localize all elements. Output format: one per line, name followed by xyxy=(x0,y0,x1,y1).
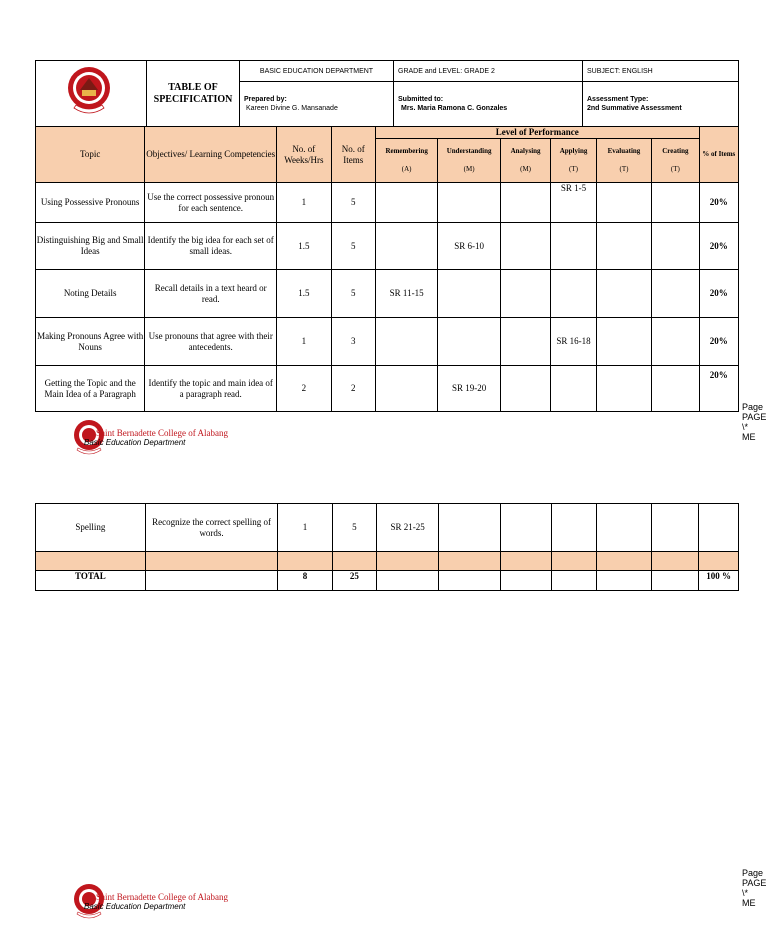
row-remembering xyxy=(375,223,437,270)
row-evaluating xyxy=(596,318,651,366)
row-evaluating xyxy=(596,183,651,223)
total-items: 25 xyxy=(332,571,376,591)
row-analysing xyxy=(500,270,550,318)
page-title: TABLE OF SPECIFICATION xyxy=(147,61,240,127)
row-applying xyxy=(551,270,597,318)
row-remembering xyxy=(375,183,437,223)
row-remembering xyxy=(375,366,437,412)
col-items: No. of Items xyxy=(331,127,375,183)
total-weeks: 8 xyxy=(278,571,332,591)
specification-table-continued xyxy=(35,503,739,591)
col-creating: Creating (T) xyxy=(652,139,699,183)
row-objective: Use pronouns that agree with their antecedents. xyxy=(145,318,277,366)
row-analysing xyxy=(500,183,550,223)
grade-level-cell: GRADE and LEVEL: GRADE 2 xyxy=(394,61,583,82)
row-weeks: 1 xyxy=(278,504,332,552)
prepared-by-name: Kareen Divine G. Mansanade xyxy=(246,105,338,112)
row-applying xyxy=(551,223,597,270)
specification-table xyxy=(35,126,739,412)
spacer-row xyxy=(36,552,739,571)
row-objective: Identify the big idea for each set of small ideas. xyxy=(145,223,277,270)
prepared-by-cell xyxy=(240,82,394,127)
row-creating xyxy=(652,270,699,318)
submitted-to-name: Mrs. Maria Ramona C. Gonzales xyxy=(401,105,508,112)
row-creating xyxy=(652,366,699,412)
row-topic: Getting the Topic and the Main Idea of a Paragraph xyxy=(36,366,145,412)
col-evaluating: Evaluating (T) xyxy=(596,139,651,183)
page-number-field: Page PAGE \* ME xyxy=(742,868,767,908)
header-table xyxy=(35,60,739,127)
footer-department: Basic Education Department xyxy=(84,902,186,911)
row-weeks: 2 xyxy=(277,366,332,412)
row-percent: 20% xyxy=(699,183,738,223)
row-analysing xyxy=(500,223,550,270)
total-percent: 100 % xyxy=(699,571,739,591)
row-understanding xyxy=(438,270,501,318)
row-percent: 20% xyxy=(699,366,738,412)
subject-cell: SUBJECT: ENGLISH xyxy=(583,61,739,82)
assessment-cell xyxy=(583,82,739,127)
row-items: 5 xyxy=(332,504,376,552)
row-percent: 20% xyxy=(699,270,738,318)
page-number-field: Page PAGE \* ME xyxy=(742,402,767,442)
footer-department: Basic Education Department xyxy=(84,438,186,447)
col-topic: Topic xyxy=(36,127,145,183)
row-remembering: SR 21-25 xyxy=(377,504,439,552)
row-applying: SR 1-5 xyxy=(551,183,597,223)
col-objectives xyxy=(145,127,277,183)
row-analysing xyxy=(501,504,551,552)
row-items: 2 xyxy=(331,366,375,412)
row-items: 5 xyxy=(331,223,375,270)
row-items: 3 xyxy=(331,318,375,366)
row-objective: Identify the topic and main idea of a paragraph read. xyxy=(145,366,277,412)
assessment-type: 2nd Summative Assessment xyxy=(587,105,682,112)
row-applying xyxy=(551,366,597,412)
col-objectives-label: Objectives/ Learning Competencies xyxy=(146,149,276,159)
row-topic: Noting Details xyxy=(36,270,145,318)
row-weeks: 1 xyxy=(277,183,332,223)
table-row xyxy=(36,183,739,223)
footer-college-name: Saint Bernadette College of Alabang xyxy=(96,428,228,438)
row-evaluating xyxy=(596,504,651,552)
row-percent: 20% xyxy=(699,318,738,366)
assessment-label: Assessment Type: xyxy=(587,96,649,103)
table-row xyxy=(36,318,739,366)
col-weeks: No. of Weeks/Hrs xyxy=(277,127,332,183)
row-evaluating xyxy=(596,366,651,412)
row-remembering: SR 11-15 xyxy=(375,270,437,318)
row-weeks: 1.5 xyxy=(277,270,332,318)
table-row xyxy=(36,223,739,270)
row-understanding: SR 19-20 xyxy=(438,366,501,412)
row-understanding xyxy=(438,318,501,366)
logo-cell xyxy=(36,61,147,127)
row-items: 5 xyxy=(331,270,375,318)
row-applying xyxy=(551,504,596,552)
col-applying: Applying (T) xyxy=(551,139,597,183)
row-evaluating xyxy=(596,223,651,270)
total-label: TOTAL xyxy=(36,571,146,591)
row-analysing xyxy=(500,366,550,412)
row-remembering xyxy=(375,318,437,366)
row-weeks: 1 xyxy=(277,318,332,366)
col-percent: % of Items xyxy=(699,127,738,183)
row-applying: SR 16-18 xyxy=(551,318,597,366)
submitted-to-label: Submitted to: xyxy=(398,96,444,103)
row-weeks: 1.5 xyxy=(277,223,332,270)
col-level-of-performance: Level of Performance xyxy=(375,127,699,139)
col-remembering: Remembering (A) xyxy=(375,139,437,183)
row-understanding xyxy=(438,183,501,223)
row-objective: Use the correct possessive pronoun for each sentence. xyxy=(145,183,277,223)
footer xyxy=(72,418,232,458)
table-row xyxy=(36,504,739,552)
row-creating xyxy=(652,318,699,366)
row-understanding: SR 6-10 xyxy=(438,223,501,270)
table-row xyxy=(36,366,739,412)
row-topic: Distinguishing Big and Small Ideas xyxy=(36,223,145,270)
row-topic: Making Pronouns Agree with Nouns xyxy=(36,318,145,366)
row-objective: Recognize the correct spelling of words. xyxy=(145,504,278,552)
submitted-to-cell xyxy=(394,82,583,127)
footer-college-name: Saint Bernadette College of Alabang xyxy=(96,892,228,902)
row-creating xyxy=(652,504,699,552)
row-creating xyxy=(652,183,699,223)
col-analysing: Analysing (M) xyxy=(500,139,550,183)
row-analysing xyxy=(500,318,550,366)
row-percent xyxy=(699,504,739,552)
row-understanding xyxy=(439,504,501,552)
table-row xyxy=(36,270,739,318)
row-evaluating xyxy=(596,270,651,318)
department-cell: BASIC EDUCATION DEPARTMENT xyxy=(240,61,394,82)
row-topic: Using Possessive Pronouns xyxy=(36,183,145,223)
row-items: 5 xyxy=(331,183,375,223)
footer-page-2 xyxy=(72,882,232,922)
total-row xyxy=(36,571,739,591)
prepared-by-label: Prepared by: xyxy=(244,96,287,103)
col-understanding: Understanding (M) xyxy=(438,139,501,183)
row-creating xyxy=(652,223,699,270)
row-topic: Spelling xyxy=(36,504,146,552)
row-objective: Recall details in a text heard or read. xyxy=(145,270,277,318)
row-percent: 20% xyxy=(699,223,738,270)
